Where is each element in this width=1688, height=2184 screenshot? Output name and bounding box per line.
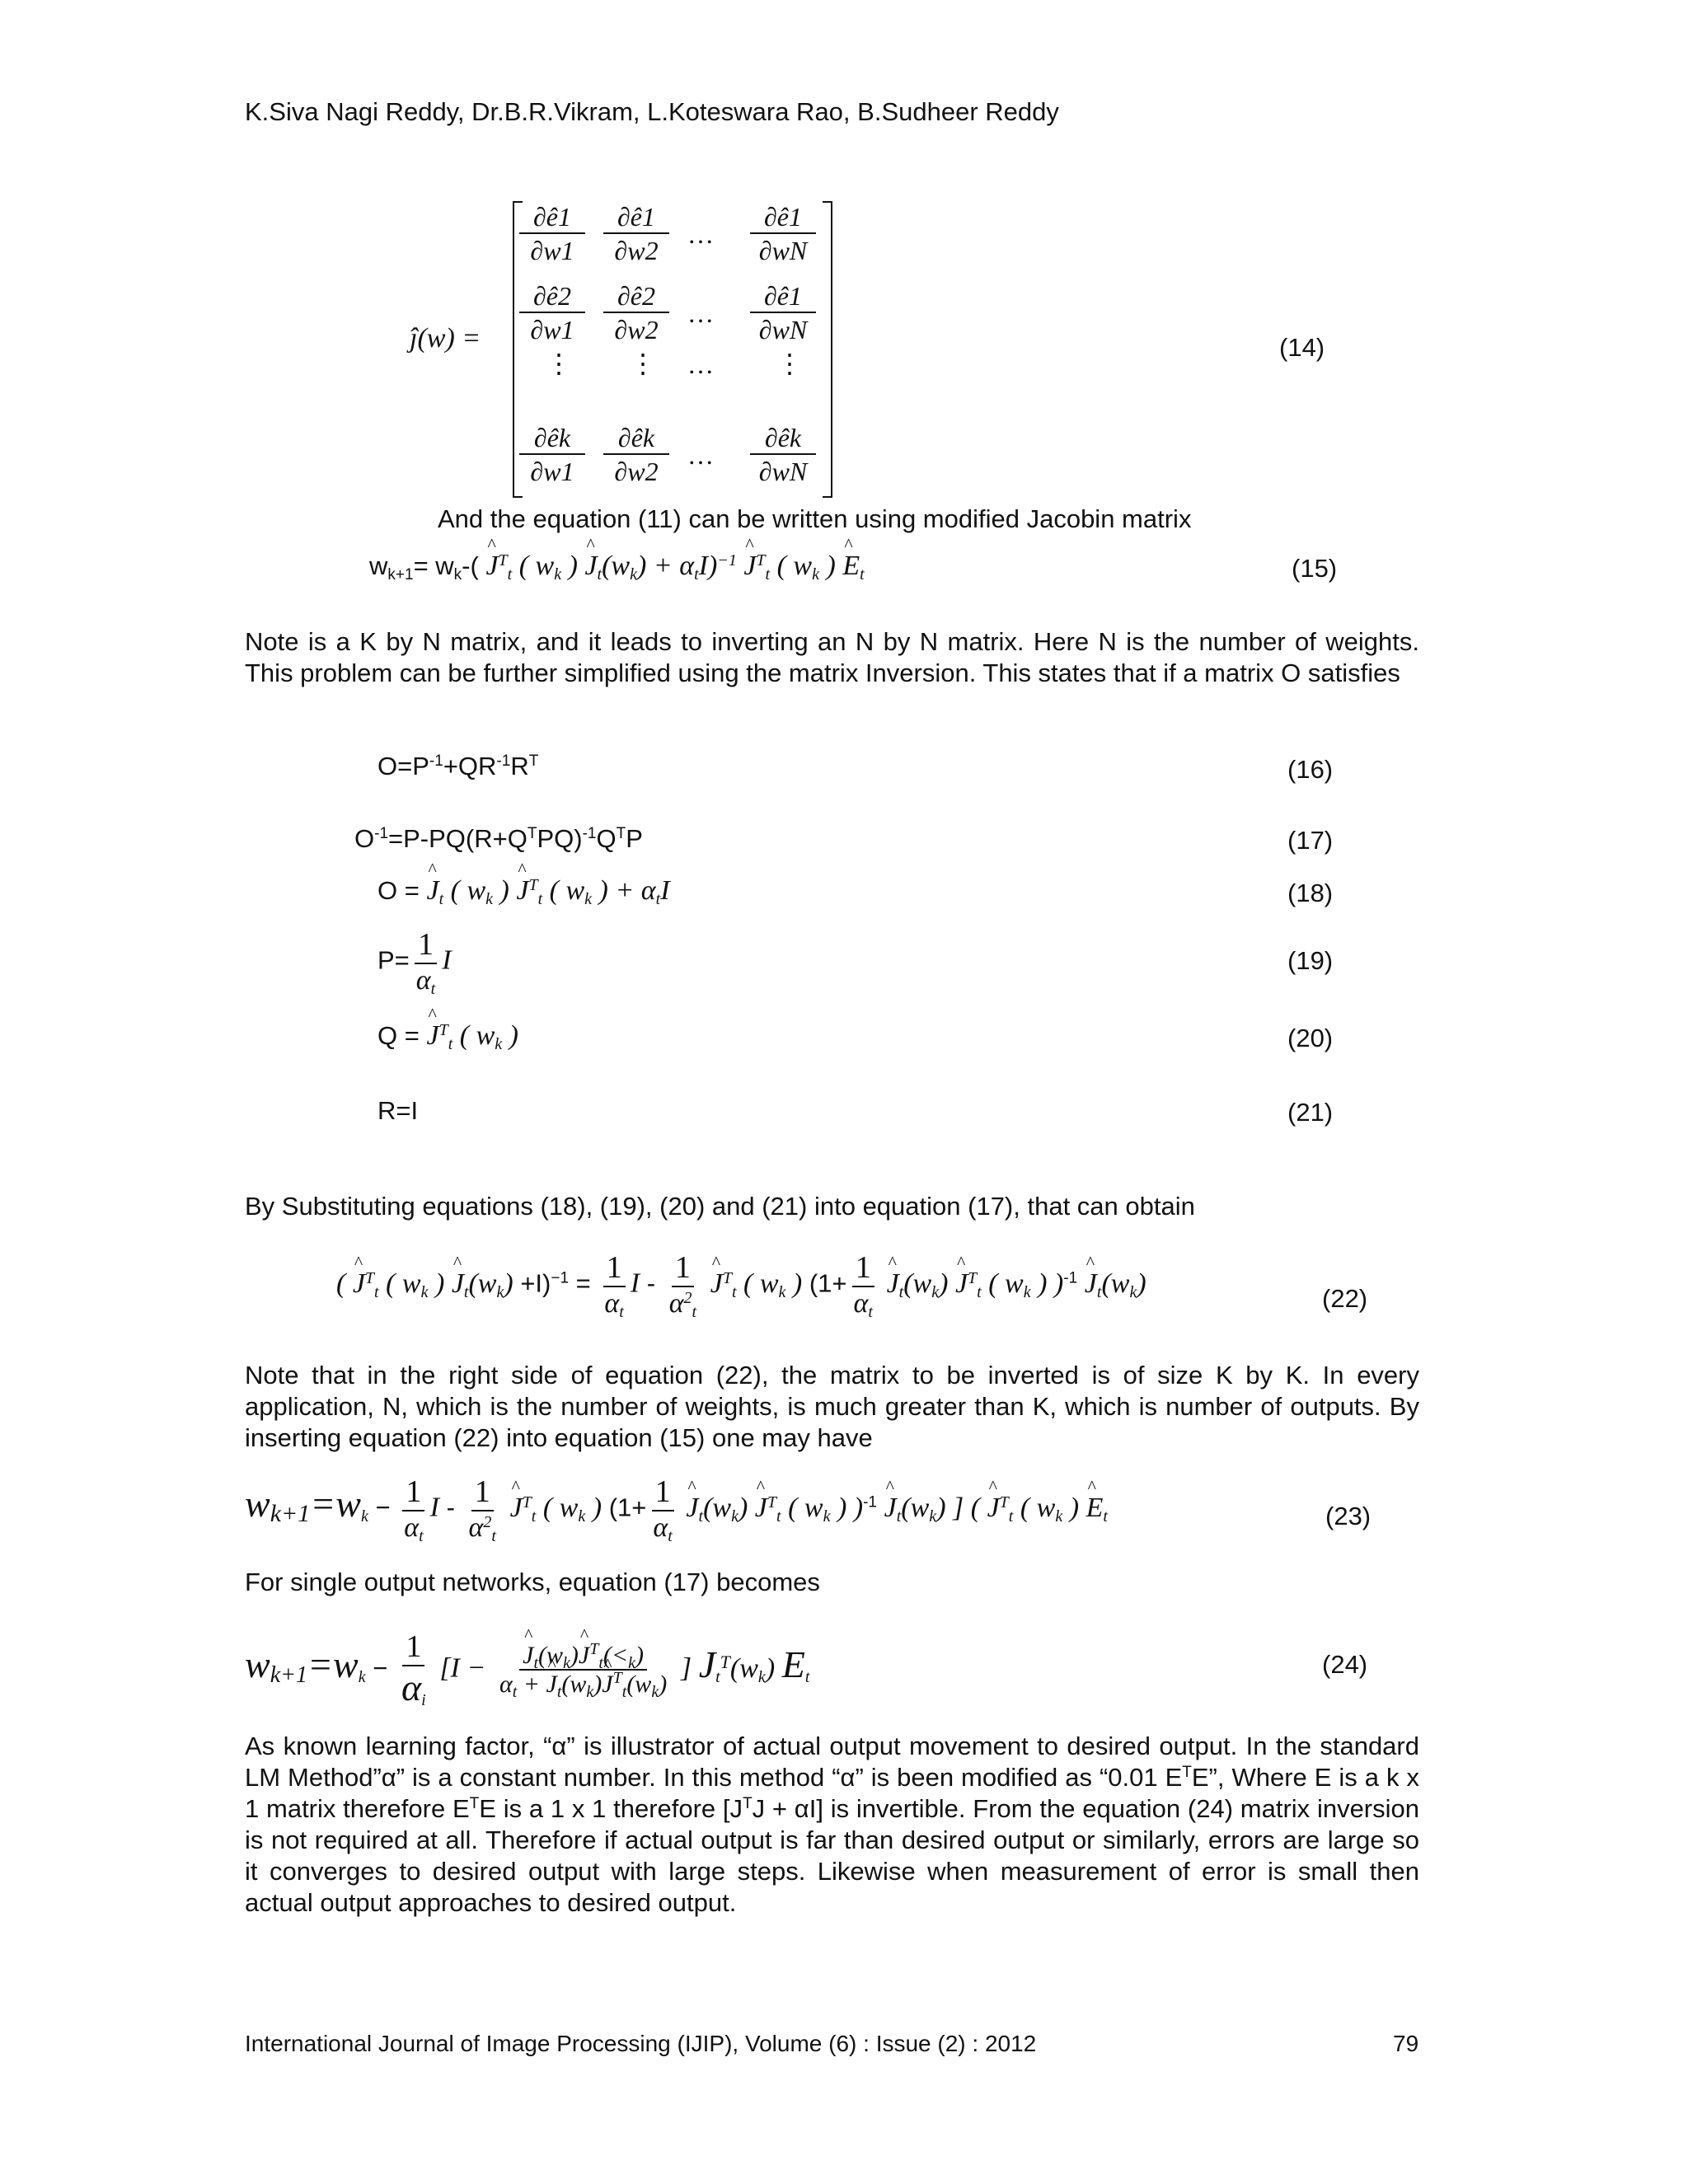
- eq23: $w_{k+1}=w_k$ − $\frac{1}{\alpha_t}$ I - $\frac{1}{\alpha^2_t}$ ^ $J^T_t$ ( $w_k$ ) (1+ $\frac{1}{\alpha_t}$ ^ $J_t(w_k)$ ^ $J^T_t$ ( $w_k$ ) )$^{-1}$ ^ $J_t(w_k)$ ] ( ^ $J^T_t$ ( $w_k$ ) ^ $E_t$: [245, 1475, 1108, 1544]
- paragraph-note-matrix: Note is a K by N matrix, and it leads to inverting an N by N matrix. Here N is the number of weights. This problem can be further simplified using the matrix Inversion. This states that if a matrix O satisfies: [245, 627, 1419, 687]
- text-after-eq14: And the equation (11) can be written using modified Jacobin matrix: [438, 504, 1192, 533]
- eq22: ( ^ $J^T_t$ ( $w_k$ ) ^ $J_t(w_k) +I)^{-1}$ = $\frac{1}{\alpha_t}$ I - $\frac{1}{\alpha^2_t}$ ^ $J^T_t$ ( $w_k$ ) (1+ $\frac{1}{\alpha_t}$ ^ $J_t(w_k)$ ^ $J^T_t$ ( $w_k$ ) )$^{-1}$ ^ $J_t(w_k)$: [336, 1251, 1146, 1319]
- eq20: Q = ^ $J^T_t$ ( $w_k$ ): [377, 1020, 518, 1052]
- eq21: R=I: [377, 1096, 419, 1125]
- matrix-cell: ∂ê1 ∂wN: [750, 201, 816, 267]
- matrix-cell: ∂ê1 ∂wN: [750, 280, 816, 346]
- matrix-cell: ∂ê1 ∂w1: [519, 201, 585, 267]
- eq15-number: (15): [1292, 554, 1338, 583]
- eq15: $w_{k+1}= w_k-$( ^ $J^T_t$ ( $w_k$ ) ^ $J_t(w_k) + \alpha_tI)^{-1}$ ^ $J^T_t$ ( $w_k$ ) ^ $E_t$: [369, 551, 865, 582]
- eq23-number: (23): [1325, 1502, 1372, 1530]
- eq16-number: (16): [1287, 755, 1334, 784]
- paragraph-note-right-side: Note that in the right side of equation (22), the matrix to be inverted is of size K by K. In every application, N, which is the number of weights, is much greater than K, which is number of outputs. By inserting equation (22) into equation (15) one may have: [245, 1361, 1419, 1452]
- matrix-cell: ∂ê2 ∂w1: [519, 280, 585, 346]
- eq19: P= $\frac{1}{\alpha_t}$ I: [377, 927, 452, 998]
- text-substituting: By Substituting equations (18), (19), (20) and (21) into equation (17), that can obtain: [245, 1192, 1195, 1221]
- eq19-number: (19): [1287, 946, 1334, 975]
- matrix-cell: ∂ê1 ∂w2: [603, 201, 669, 267]
- paragraph-learning-factor: As known learning factor, “α” is illustrator of actual output movement to desired output. In the standard LM Method”α” is a constant number. In this method “α” is been modified as “0.01 $E^TE$”, Where E is a k x 1 matrix therefore $E^TE$ is a 1 x 1 therefore $[J^TJ + \alpha I]$ is invertible. From the equation (24) matrix inversion is not required at all. Therefore if actual output is far than desired output or similarly, errors are large so it converges to desired output with large steps. Likewise when measurement of error is small then actual output approaches to desired output.: [245, 1732, 1420, 1917]
- eq17: $O^{-1}=P-PQ(R+Q^TPQ)^{-1}Q^TP$: [354, 824, 643, 853]
- eq16: $O=P^{-1}+QR^{-1}R^T$: [377, 752, 539, 780]
- eq24: $w_{k+1}=w_k$ − $\frac{1}{\alpha_i}$ [I − ^ $\frac{J_t(w_k)\^{} J^T_t(<_k)}{\alpha_t + \^{} J_t(w_k)\^{} J^T_t(w_k)}$ ] $J_t^T(w_k)$ $E_t$: [245, 1630, 809, 1710]
- eq18: O = ^ $J_t$ ( $w_k$ ) ^ $J^T_t$ ( $w_k$ ) + $\alpha_tI$: [377, 875, 670, 907]
- eq24-number: (24): [1322, 1650, 1368, 1679]
- eq14-lhs: ĵ(w) =: [410, 323, 481, 354]
- matrix-cell: ∂ê2 ∂w2: [603, 280, 669, 346]
- eq22-number: (22): [1322, 1284, 1368, 1313]
- page-number: 79: [1393, 2031, 1419, 2056]
- matrix-cell: ∂êk ∂wN: [750, 422, 816, 488]
- matrix-cell: ∂êk ∂w1: [519, 422, 585, 488]
- text-single-output: For single output networks, equation (17) becomes: [245, 1568, 820, 1596]
- page-header-authors: K.Siva Nagi Reddy, Dr.B.R.Vikram, L.Koteswara Rao, B.Sudheer Reddy: [245, 97, 1059, 126]
- eq18-number: (18): [1287, 879, 1334, 907]
- footer-journal: International Journal of Image Processing (IJIP), Volume (6) : Issue (2) : 2012: [245, 2031, 1037, 2056]
- eq21-number: (21): [1287, 1098, 1334, 1127]
- jacobian-matrix: ∂ê1 ∂w1 ∂ê1 ∂w2 … ∂ê1 ∂wN ∂ê2 ∂w1 ∂ê2 ∂w2 … ∂ê1 ∂wN ⋮ ⋮ … ⋮ ∂êk ∂w1 ∂êk ∂w2 … ∂êk ∂wN: [513, 201, 832, 496]
- eq20-number: (20): [1287, 1024, 1334, 1052]
- eq14-number: (14): [1279, 333, 1325, 362]
- matrix-cell: ∂êk ∂w2: [603, 422, 669, 488]
- eq17-number: (17): [1287, 826, 1334, 855]
